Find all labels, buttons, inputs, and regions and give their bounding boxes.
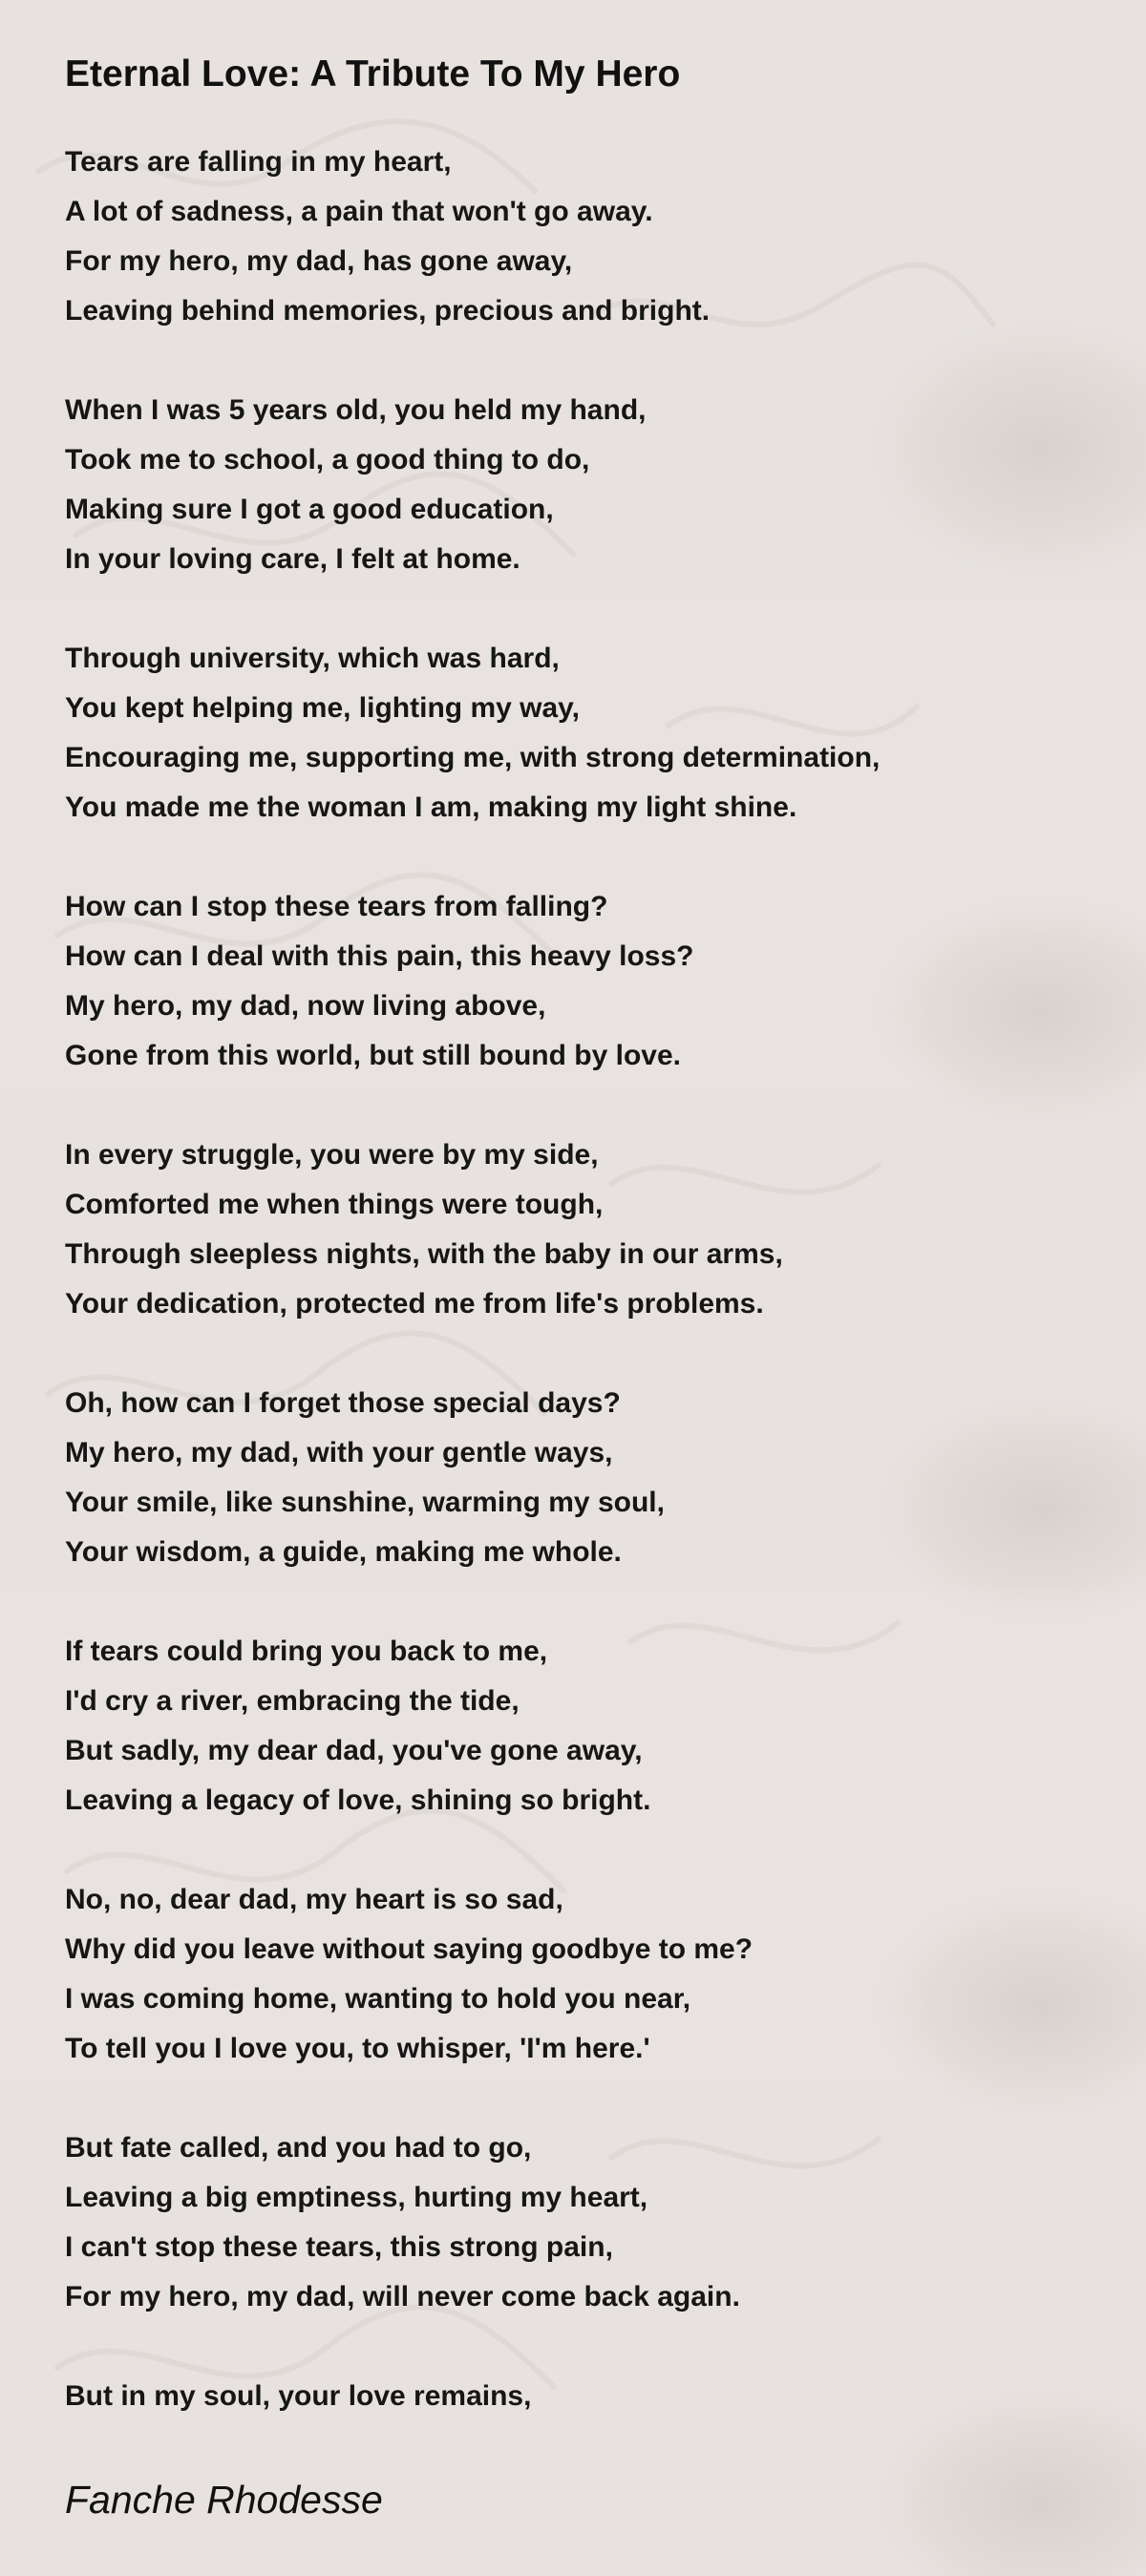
poem-line: Your smile, like sunshine, warming my soul, [65, 1487, 665, 1518]
stanza [65, 882, 1096, 1081]
stanza [65, 137, 1096, 336]
poem-line: No, no, dear dad, my heart is so sad, [65, 1884, 563, 1915]
author-name: Fanche Rhodesse [65, 2478, 383, 2522]
poem-title: Eternal Love: A Tribute To My Hero [65, 53, 681, 95]
stanza [65, 1627, 1096, 1826]
poem-line: I can't stop these tears, this strong pain, [65, 2231, 613, 2263]
stanza [65, 2123, 1096, 2322]
poem-line: But sadly, my dear dad, you've gone away, [65, 1735, 643, 1766]
poem-line: Your wisdom, a guide, making me whole. [65, 1536, 622, 1568]
poem-line: When I was 5 years old, you held my hand, [65, 394, 647, 426]
poem-line: I was coming home, wanting to hold you near, [65, 1983, 691, 2015]
stanza [65, 1875, 1096, 2074]
poem-line: Making sure I got a good education, [65, 494, 554, 525]
stanza [65, 1379, 1096, 1577]
poem-line: If tears could bring you back to me, [65, 1636, 548, 1667]
poem-line: Why did you leave without saying goodbye to me? [65, 1933, 753, 1965]
poem-line: For my hero, my dad, has gone away, [65, 245, 573, 277]
poem-line: My hero, my dad, now living above, [65, 990, 546, 1022]
poem-line: Leaving a big emptiness, hurting my heart, [65, 2182, 648, 2213]
poem-line: But in my soul, your love remains, [65, 2380, 532, 2412]
poem-line: My hero, my dad, with your gentle ways, [65, 1437, 613, 1468]
poem-line: But fate called, and you had to go, [65, 2132, 532, 2164]
poem-line: Leaving a legacy of love, shining so bright. [65, 1784, 651, 1816]
poem-line: For my hero, my dad, will never come back again. [65, 2281, 740, 2312]
poem-line: Through sleepless nights, with the baby in our arms, [65, 1238, 783, 1270]
poem-line: Through university, which was hard, [65, 643, 560, 674]
poem-line: A lot of sadness, a pain that won't go away. [65, 196, 653, 227]
poem-line: Gone from this world, but still bound by love. [65, 1040, 681, 1071]
poem-line: Oh, how can I forget those special days? [65, 1387, 621, 1419]
poem-container [65, 46, 1096, 2528]
poem-line: How can I stop these tears from falling? [65, 891, 608, 922]
poem-line: Leaving behind memories, precious and bright. [65, 295, 711, 327]
poem-line: I'd cry a river, embracing the tide, [65, 1685, 520, 1717]
poem-body [65, 137, 1096, 2421]
poem-line: Tears are falling in my heart, [65, 146, 452, 178]
stanza [65, 634, 1096, 833]
poem-line: Comforted me when things were tough, [65, 1189, 604, 1220]
stanza [65, 386, 1096, 584]
poem-line: You kept helping me, lighting my way, [65, 692, 580, 724]
stanza [65, 1130, 1096, 1329]
poem-line: In your loving care, I felt at home. [65, 543, 520, 575]
poem-line: Your dedication, protected me from life's problems. [65, 1288, 764, 1320]
poem-line: To tell you I love you, to whisper, 'I'm here.' [65, 2033, 650, 2064]
poem-line: You made me the woman I am, making my light shine. [65, 792, 797, 823]
poem-line: Encouraging me, supporting me, with strong determination, [65, 742, 881, 773]
poem-line: How can I deal with this pain, this heavy loss? [65, 940, 694, 972]
stanza [65, 2372, 1096, 2421]
poem-line: Took me to school, a good thing to do, [65, 444, 590, 475]
poem-line: In every struggle, you were by my side, [65, 1139, 599, 1171]
